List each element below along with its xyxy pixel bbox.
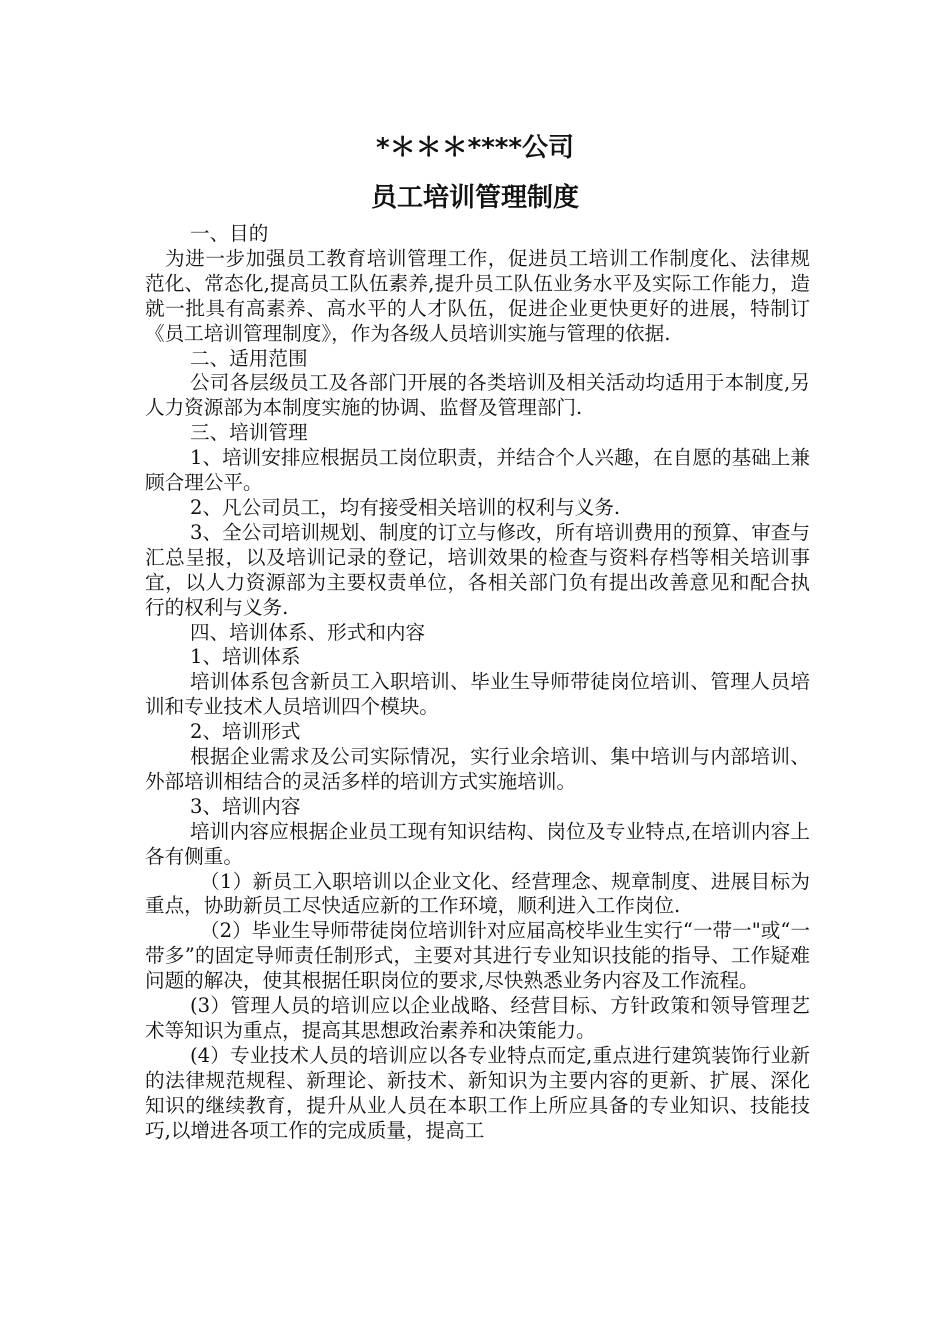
- paragraph-form: 根据企业需求及公司实际情况，实行业余培训、集中培训与内部培训、外部培训相结合的灵活多样的培训方式实施培训。: [145, 745, 810, 793]
- paragraph-content-item-1: （1）新员工入职培训以企业文化、经营理念、规章制度、进展目标为重点，协助新员工尽快适应新的工作环境，顺利进入工作岗位.: [145, 869, 810, 918]
- paragraph-content-item-3: (3）管理人员的培训应以企业战略、经营目标、方针政策和领导管理艺术等知识为重点，提高其思想政治素养和决策能力。: [145, 994, 810, 1042]
- paragraph-management-2: 2、凡公司员工，均有接受相关培训的权利与义务.: [190, 495, 621, 519]
- paragraph-system: 培训体系包含新员工入职培训、毕业生导师带徒岗位培训、管理人员培训和专业技术人员培训四个模块。: [145, 670, 810, 719]
- paragraph-content-item-2: （2）毕业生导师带徒岗位培训针对应届高校毕业生实行“一带一"或“一带多”的固定导师责任制形式，主要对其进行专业知识技能的指导、工作疑难问题的解决，使其根据任职岗位的要求,尽快熟悉业务内容及工作流程。: [145, 919, 810, 993]
- section-heading-scope: 二、适用范围: [190, 346, 308, 370]
- subheading-system: 1、培训体系: [190, 645, 301, 669]
- section-heading-purpose: 一、目的: [190, 222, 269, 245]
- paragraph-management-1: 1、培训安排应根据员工岗位职责，并结合个人兴趣，在自愿的基础上兼顾合理公平。: [145, 446, 810, 495]
- subheading-content: 3、培训内容: [190, 794, 301, 818]
- paragraph-content-item-4: (4）专业技术人员的培训应以各专业特点而定,重点进行建筑装饰行业新的法律规范规程、新理论、新技术、新知识为主要内容的更新、扩展、深化知识的继续教育，提升从业人员在本职工作上所应具备的专业知识、技能技巧,以增进各项工作的完成质量，提高工: [145, 1043, 810, 1142]
- paragraph-content: 培训内容应根据企业员工现有知识结构、岗位及专业特点,在培训内容上各有侧重。: [145, 819, 810, 868]
- paragraph-scope: 公司各层级员工及各部门开展的各类培训及相关活动均适用于本制度,另人力资源部为本制度实施的协调、监督及管理部门.: [145, 371, 810, 420]
- section-heading-management: 三、培训管理: [190, 421, 308, 445]
- subheading-form: 2、培训形式: [190, 720, 301, 744]
- paragraph-purpose: 为进一步加强员工教育培训管理工作，促进员工培训工作制度化、法律规范化、常态化,提高员工队伍素养,提升员工队伍业务水平及实际工作能力，造就一批具有高素养、高水平的人才队伍，促进企业更快更好的进展，特制订《员工培训管理制度》，作为各级人员培训实施与管理的依据.: [145, 246, 810, 345]
- paragraph-management-3: 3、全公司培训规划、制度的订立与修改，所有培训费用的预算、审查与汇总呈报，以及培训记录的登记，培训效果的检查与资料存档等相关培训事宜，以人力资源部为主要权责单位，各相关部门负有提出改善意见和配合执行的权利与义务.: [145, 520, 810, 619]
- document-title: 员工培训管理制度: [370, 183, 579, 213]
- document-body: [145, 222, 810, 1144]
- section-heading-system: 四、培训体系、形式和内容: [190, 620, 426, 644]
- company-title: *＊＊＊****公司: [376, 133, 574, 163]
